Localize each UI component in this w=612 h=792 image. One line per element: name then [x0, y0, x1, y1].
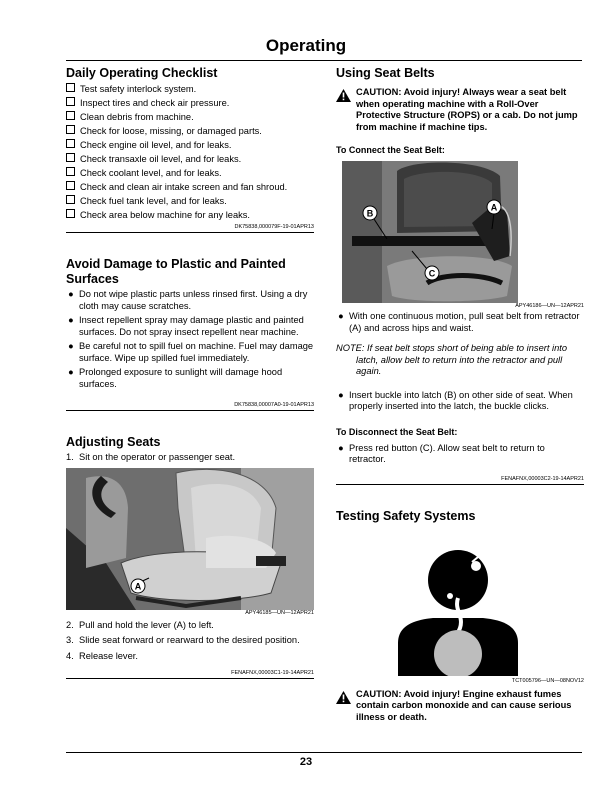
- avoid-damage-section: [66, 257, 314, 411]
- step-item: 1. Sit on the operator or passenger seat.: [66, 452, 236, 462]
- checklist-item: Test safety interlock system.: [66, 82, 314, 96]
- callout-a-label: A: [134, 581, 142, 591]
- step-item: 2. Pull and hold the lever (A) to left.: [66, 619, 214, 630]
- list-item: ● Do not wipe plastic parts unless rinsed first. Using a dry cloth may cause scratches.: [68, 289, 308, 311]
- checkbox-icon: [66, 97, 75, 106]
- checklist-item: Clean debris from machine.: [66, 110, 314, 124]
- daily-checklist-section: [66, 66, 314, 233]
- list-item: ● Insect repellent spray may damage plastic and painted surfaces. Do not spray insect repellent near machine.: [68, 315, 304, 337]
- warning-triangle-icon: [336, 691, 351, 704]
- checkbox-icon: [66, 195, 75, 204]
- checklist-item: Check coolant level, and for leaks.: [66, 166, 314, 180]
- reference-code: FENAFNX,00003C1-19-14APR21: [66, 670, 314, 679]
- checkbox-icon: [66, 181, 75, 190]
- list-item: ● Be careful not to spill fuel on machine. Fuel may damage surface. Wipe up spilled fuel immediately.: [68, 341, 314, 363]
- subheading-disconnect: To Disconnect the Seat Belt:: [336, 426, 458, 437]
- note-text: NOTE: If seat belt stops short of being able to insert into latch, allow belt to return into the retractor and pull again.: [336, 343, 567, 376]
- reference-code: FENAFNX,00003C2-19-14APR21: [336, 476, 584, 485]
- section-title-safety-systems: Testing Safety Systems: [336, 508, 476, 523]
- checkbox-icon: [66, 153, 75, 162]
- header-rule: [66, 60, 582, 61]
- section-title-seat-belts: Using Seat Belts: [336, 66, 435, 80]
- checklist-item: Check and clean air intake screen and fan shroud.: [66, 180, 314, 194]
- warning-triangle-icon: [336, 89, 351, 102]
- checkbox-icon: [66, 167, 75, 176]
- left-column: [66, 66, 314, 679]
- list-item: ● Insert buckle into latch (B) on other side of seat. When properly inserted into the latch, the buckle clicks.: [338, 389, 573, 411]
- seat-belt-photo: [342, 161, 518, 303]
- list-item: ● Press red button (C). Allow seat belt to return to retractor.: [338, 442, 545, 464]
- image-caption: TCT005796—UN—08NOV12: [511, 677, 584, 684]
- safety-systems-section: [336, 509, 584, 724]
- right-column: [336, 66, 584, 723]
- callout-c-label: C: [428, 268, 436, 279]
- checklist-item: Inspect tires and check air pressure.: [66, 96, 314, 110]
- seat-belts-section: [336, 66, 584, 485]
- page-title: Operating: [265, 36, 347, 55]
- list-item: ● With one continuous motion, pull seat belt from retractor (A) and across hips and waist.: [338, 311, 580, 333]
- checklist-item: Check engine oil level, and for leaks.: [66, 138, 314, 152]
- checkbox-icon: [66, 209, 75, 218]
- seat-adjustment-photo: [66, 468, 314, 610]
- checklist-item: Check transaxle oil level, and for leaks.: [66, 152, 314, 166]
- step-item: 4. Release lever.: [66, 650, 138, 661]
- caution-block: CAUTION: Avoid injury! Engine exhaust fumes contain carbon monoxide and can cause serious illness or death.: [336, 689, 584, 724]
- adjusting-seats-section: [66, 435, 314, 679]
- section-title-adjusting-seats: Adjusting Seats: [66, 435, 161, 449]
- reference-code: DK75838,00007A0-19-01APR13: [66, 402, 314, 411]
- subheading-connect: To Connect the Seat Belt:: [336, 145, 445, 155]
- checklist-item: Check fuel tank level, and for leaks.: [66, 194, 314, 208]
- section-title-daily-checklist: Daily Operating Checklist: [66, 66, 218, 80]
- image-caption: APY46185—UN—12APR21: [245, 609, 314, 616]
- reference-code: DK75838,000079F-19-01APR13: [66, 224, 314, 233]
- callout-b-label: B: [366, 208, 374, 219]
- callout-a-label: A: [490, 202, 498, 213]
- checkbox-icon: [66, 111, 75, 120]
- checkbox-icon: [66, 83, 75, 92]
- section-title-avoid-damage: Avoid Damage to Plastic and Painted Surfaces: [66, 257, 286, 286]
- step-item: 3. Slide seat forward or rearward to the desired position.: [66, 635, 300, 645]
- checklist-item: Check area below machine for any leaks.: [66, 208, 314, 222]
- page-number: 23: [299, 756, 313, 768]
- checkbox-icon: [66, 125, 75, 134]
- caution-block: CAUTION: Avoid injury! Always wear a seat belt when operating machine with a Roll-Over Protective Structure (ROPS) or a cab. Do not jump from machine if machine tips.: [336, 87, 584, 133]
- image-caption: APY46186—UN—12APR21: [515, 303, 584, 309]
- exhaust-hazard-pictogram: [388, 538, 528, 676]
- checklist-item: Check for loose, missing, or damaged parts.: [66, 124, 314, 138]
- checkbox-icon: [66, 139, 75, 148]
- footer-rule: [66, 752, 582, 753]
- list-item: ● Prolonged exposure to sunlight will damage hood surfaces.: [68, 367, 283, 389]
